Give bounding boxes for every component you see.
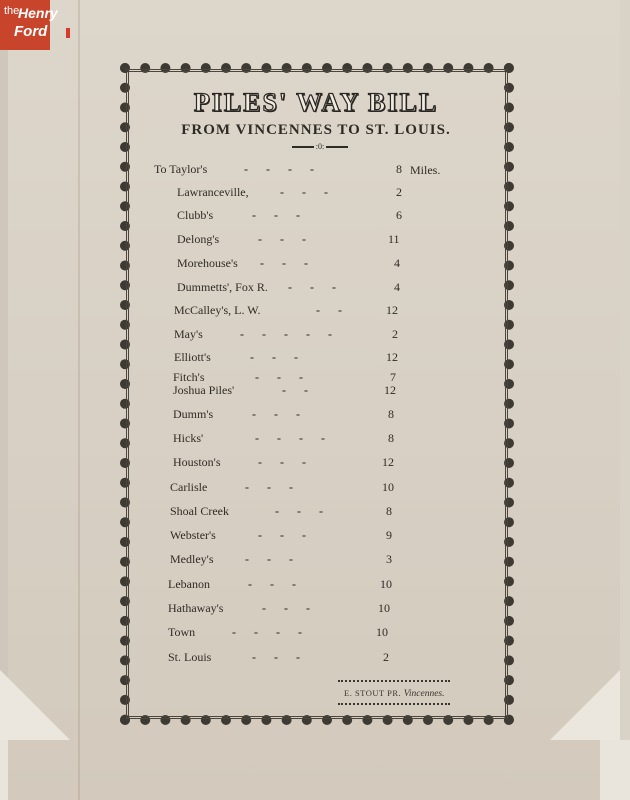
stop-distance: 10 [378, 601, 390, 615]
leader-dashes: - - - - [244, 162, 314, 176]
stop-name: Webster's [170, 528, 216, 542]
leader-dashes: - - - [280, 185, 328, 199]
stop-distance: 10 [382, 480, 394, 494]
leader-dashes: - - - - - [240, 327, 332, 341]
stop-distance: 10 [380, 577, 392, 591]
printer-swash-top [338, 680, 450, 686]
leader-dashes: - - - - [255, 431, 325, 445]
printer-imprint [344, 688, 464, 699]
stop-name: Morehouse's [177, 256, 238, 270]
stop-name: McCalley's, L. W. [174, 303, 261, 317]
stop-distance: 12 [384, 383, 396, 397]
mount-corner-left-strip [0, 740, 8, 800]
printer-swash-bottom [338, 703, 450, 709]
leader-dashes: - - - [250, 350, 298, 364]
stop-distance: 2 [383, 650, 389, 664]
stop-name: Houston's [173, 455, 221, 469]
stop-name: Hathaway's [168, 601, 224, 615]
stop-distance: 8 [388, 407, 394, 421]
stop-distance: 2 [392, 327, 398, 341]
logo-henry: Henry [18, 5, 58, 21]
stop-name: Delong's [177, 232, 220, 246]
stop-distance: 12 [386, 350, 398, 364]
divider-ornament: :0: [285, 142, 355, 152]
page-subtitle: FROM VINCENNES TO ST. LOUIS. [181, 122, 451, 138]
stop-name: Carlisle [170, 480, 208, 494]
leader-dashes: - - [316, 303, 342, 317]
printer-place: Vincennes. [403, 689, 445, 699]
stop-distance: 12 [386, 303, 398, 317]
logo-the: the [4, 5, 20, 17]
stop-distance: 8 [396, 162, 402, 176]
stop-distance: 6 [396, 208, 402, 222]
stop-distance: 10 [376, 625, 388, 639]
stop-distance: 4 [394, 256, 400, 270]
logo-ford: Ford [14, 23, 48, 40]
leader-dashes: - - - [258, 528, 306, 542]
leader-dashes: - - - [288, 280, 336, 294]
stop-name: Hicks' [173, 431, 204, 445]
leader-dashes: - - - [245, 480, 293, 494]
henry-ford-logo[interactable] [0, 0, 58, 50]
stop-name: Fitch's [173, 370, 205, 384]
leader-dashes: - - - [252, 650, 300, 664]
leader-dashes: - - - [258, 232, 306, 246]
stop-name: St. Louis [168, 650, 212, 664]
stop-name: Lawranceville, [177, 185, 249, 199]
stop-name: May's [174, 327, 203, 341]
stop-distance: 8 [388, 431, 394, 445]
miles-label: Miles. [410, 163, 441, 177]
red-mark [66, 28, 70, 38]
leader-dashes: - - - [252, 208, 300, 222]
leader-dashes: - - - [260, 256, 308, 270]
stop-name: Town [168, 625, 196, 639]
stop-name: Lebanon [168, 577, 210, 591]
mount-corner-left [0, 670, 70, 740]
stop-name: Dumm's [173, 407, 214, 421]
stop-distance: 3 [386, 552, 392, 566]
mount-corner-right [550, 670, 620, 740]
stop-name: Clubb's [177, 208, 214, 222]
leader-dashes: - - - [245, 552, 293, 566]
leader-dashes: - - - [258, 455, 306, 469]
stop-distance: 8 [386, 504, 392, 518]
stop-distance: 7 [390, 370, 396, 384]
stop-name: Shoal Creek [170, 504, 229, 518]
stop-distance: 12 [382, 455, 394, 469]
stop-distance: 4 [394, 280, 400, 294]
leader-dashes: - - - [255, 370, 303, 384]
page-fold [78, 0, 80, 800]
leader-dashes: - - - [275, 504, 323, 518]
leader-dashes: - - - [262, 601, 310, 615]
stop-name: Medley's [170, 552, 214, 566]
stop-distance: 2 [396, 185, 402, 199]
stop-name: Joshua Piles' [173, 383, 235, 397]
mount-corner-right-strip [600, 740, 630, 800]
leader-dashes: - - - [248, 577, 296, 591]
stop-distance: 9 [386, 528, 392, 542]
stop-name: Elliott's [174, 350, 211, 364]
stop-name: To Taylor's [154, 162, 208, 176]
stop-distance: 11 [388, 232, 400, 246]
leader-dashes: - - [282, 383, 308, 397]
leader-dashes: - - - [252, 407, 300, 421]
page-title: PILES' WAY BILL [193, 88, 439, 117]
stop-name: Dummetts', Fox R. [177, 280, 268, 294]
leader-dashes: - - - - [232, 625, 302, 639]
printer-name: E. STOUT PR. [344, 688, 402, 698]
